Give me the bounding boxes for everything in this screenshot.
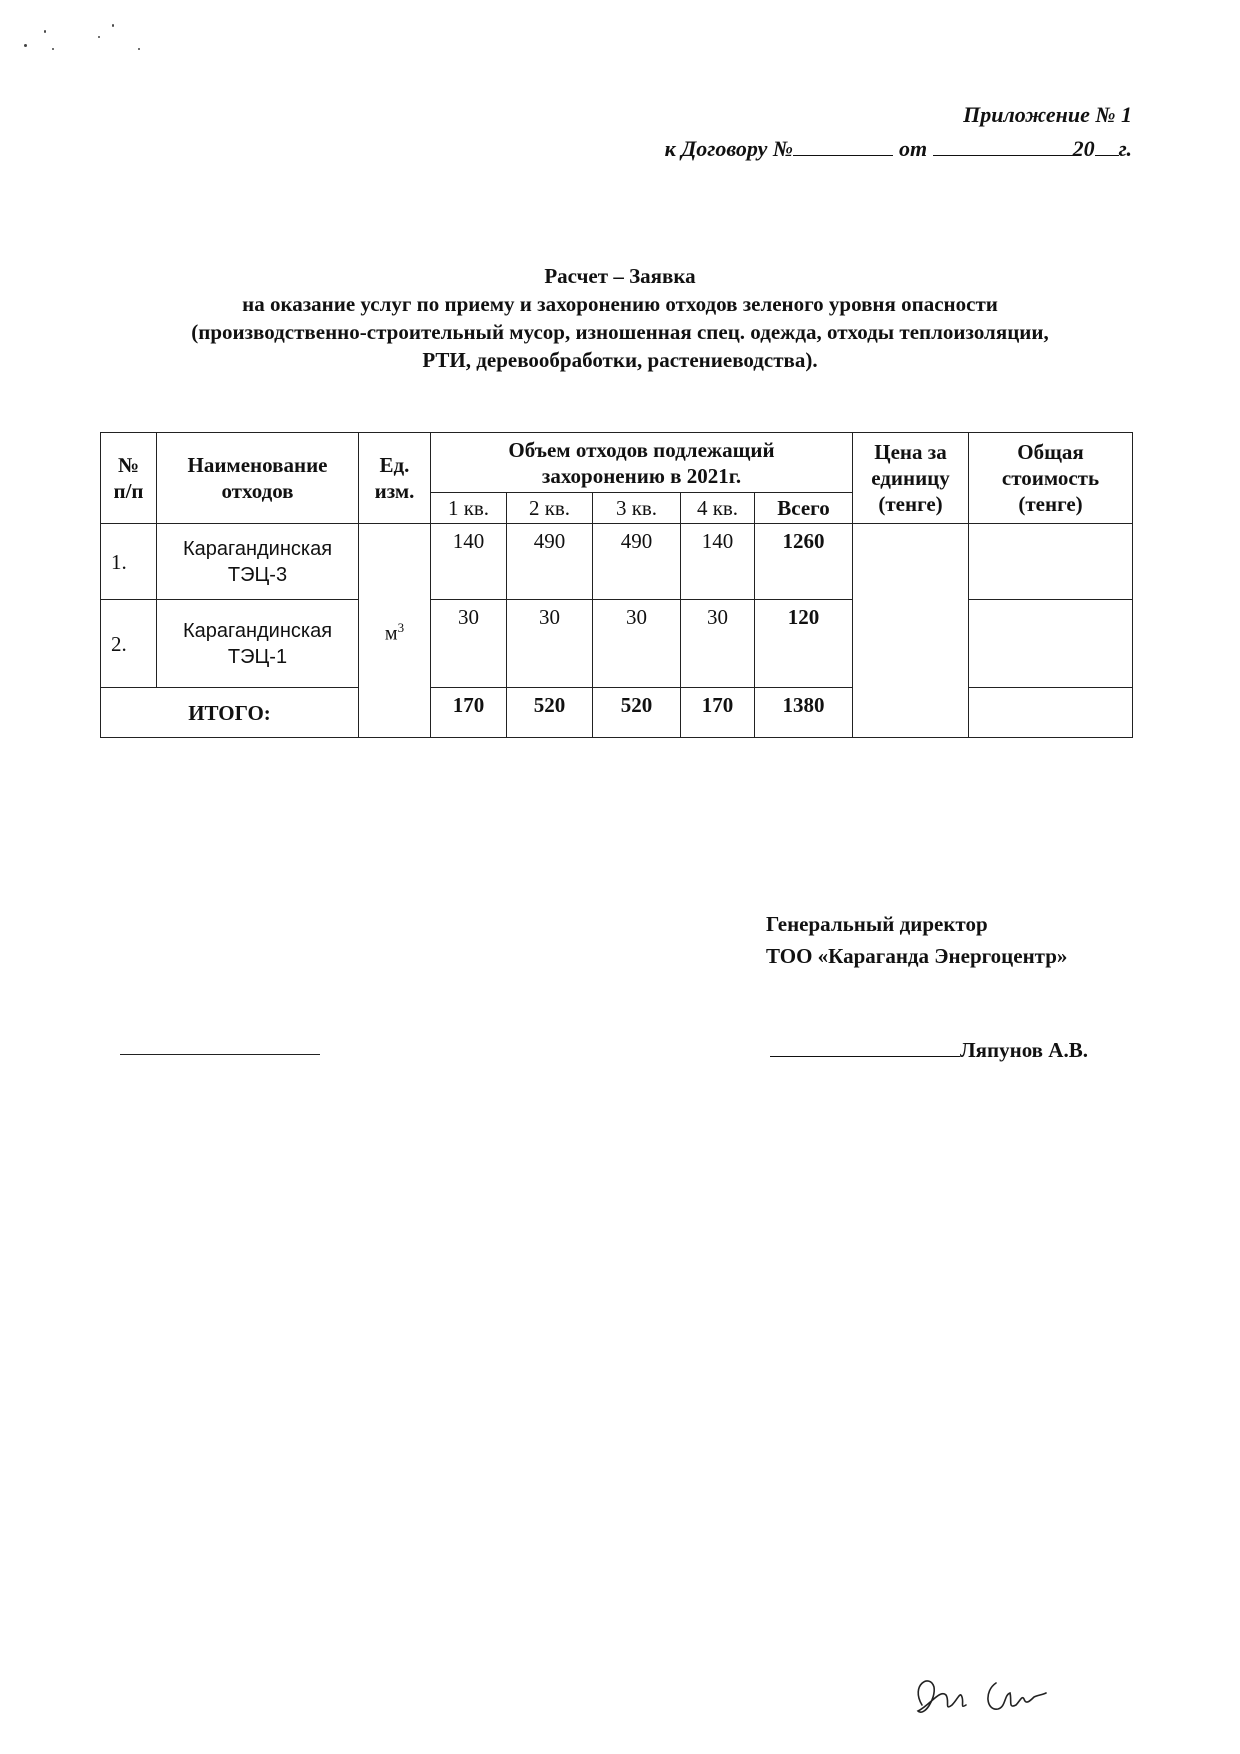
total-volume-value: 120 [755,600,853,688]
table-row [101,524,1133,600]
row-number: 2. [101,600,157,688]
scan-speck [24,44,27,47]
appendix-number: Приложение № 1 [963,102,1132,127]
signer-name: Ляпунов А.В. [960,1038,1088,1062]
quarter-value: 490 [507,524,593,600]
scan-speck [112,24,114,27]
header-unit: Ед. изм. [359,433,431,524]
quarter-value: 140 [681,524,755,600]
total-row [101,688,1133,738]
quarter-value: 30 [431,600,507,688]
total-cost-cell [969,688,1133,738]
title-line: РТИ, деревообработки, растениеводства). [422,348,818,372]
quarter-value: 30 [681,600,755,688]
contract-number-blank [793,135,893,156]
total-quarter-value: 170 [681,688,755,738]
contract-date-blank [933,135,1073,156]
waste-name: Карагандинская ТЭЦ-1 [157,600,359,688]
signer-company: ТОО «Караганда Энергоцентр» [766,944,1068,968]
scan-speck [138,48,140,50]
title-line: на оказание услуг по приему и захоронению отходов зеленого уровня опасности [242,292,998,316]
header-quarter: 3 кв. [593,493,681,524]
total-cost-cell [969,524,1133,600]
header-unit-price: Цена за единицу (тенге) [853,433,969,524]
scan-speck [44,30,46,33]
header-volume: Объем отходов подлежащий захоронению в 2021г. [431,433,853,493]
signer-position: Генеральный директор [766,912,988,936]
appendix-block [665,98,1132,166]
contract-year-blank [1095,135,1119,156]
header-quarter: 2 кв. [507,493,593,524]
header-total-cost: Общая стоимость (тенге) [969,433,1133,524]
document-title [100,262,1140,374]
title-line: (производственно-строительный мусор, изношенная спец. одежда, отходы теплоизоляции, [191,320,1049,344]
row-number: 1. [101,524,157,600]
unit-price-cell [853,524,969,738]
header-number: № п/п [101,433,157,524]
header-waste-name: Наименование отходов [157,433,359,524]
signature-blank [770,1038,960,1057]
waste-volume-table [100,432,1133,738]
handwritten-initials [900,1665,1060,1725]
left-signature-line [120,1054,320,1055]
total-quarter-value: 520 [507,688,593,738]
contract-reference: к Договору № от 20 г. [664,136,1132,161]
signature-line [770,1038,1088,1063]
title-line: Расчет – Заявка [544,264,696,288]
header-quarter: 1 кв. [431,493,507,524]
table-row [101,600,1133,688]
waste-name: Карагандинская ТЭЦ-3 [157,524,359,600]
header-total-volume: Всего [755,493,853,524]
total-quarter-value: 520 [593,688,681,738]
grand-total-value: 1380 [755,688,853,738]
header-quarter: 4 кв. [681,493,755,524]
scan-speck [98,36,100,38]
quarter-value: 490 [593,524,681,600]
unit-cell: $м^3$ [359,524,431,738]
total-label: ИТОГО: [101,688,359,738]
quarter-value: 30 [507,600,593,688]
scan-speck [52,48,54,50]
quarter-value: 140 [431,524,507,600]
quarter-value: 30 [593,600,681,688]
total-cost-cell [969,600,1133,688]
signer-block [766,908,1067,972]
total-quarter-value: 170 [431,688,507,738]
total-volume-value: 1260 [755,524,853,600]
